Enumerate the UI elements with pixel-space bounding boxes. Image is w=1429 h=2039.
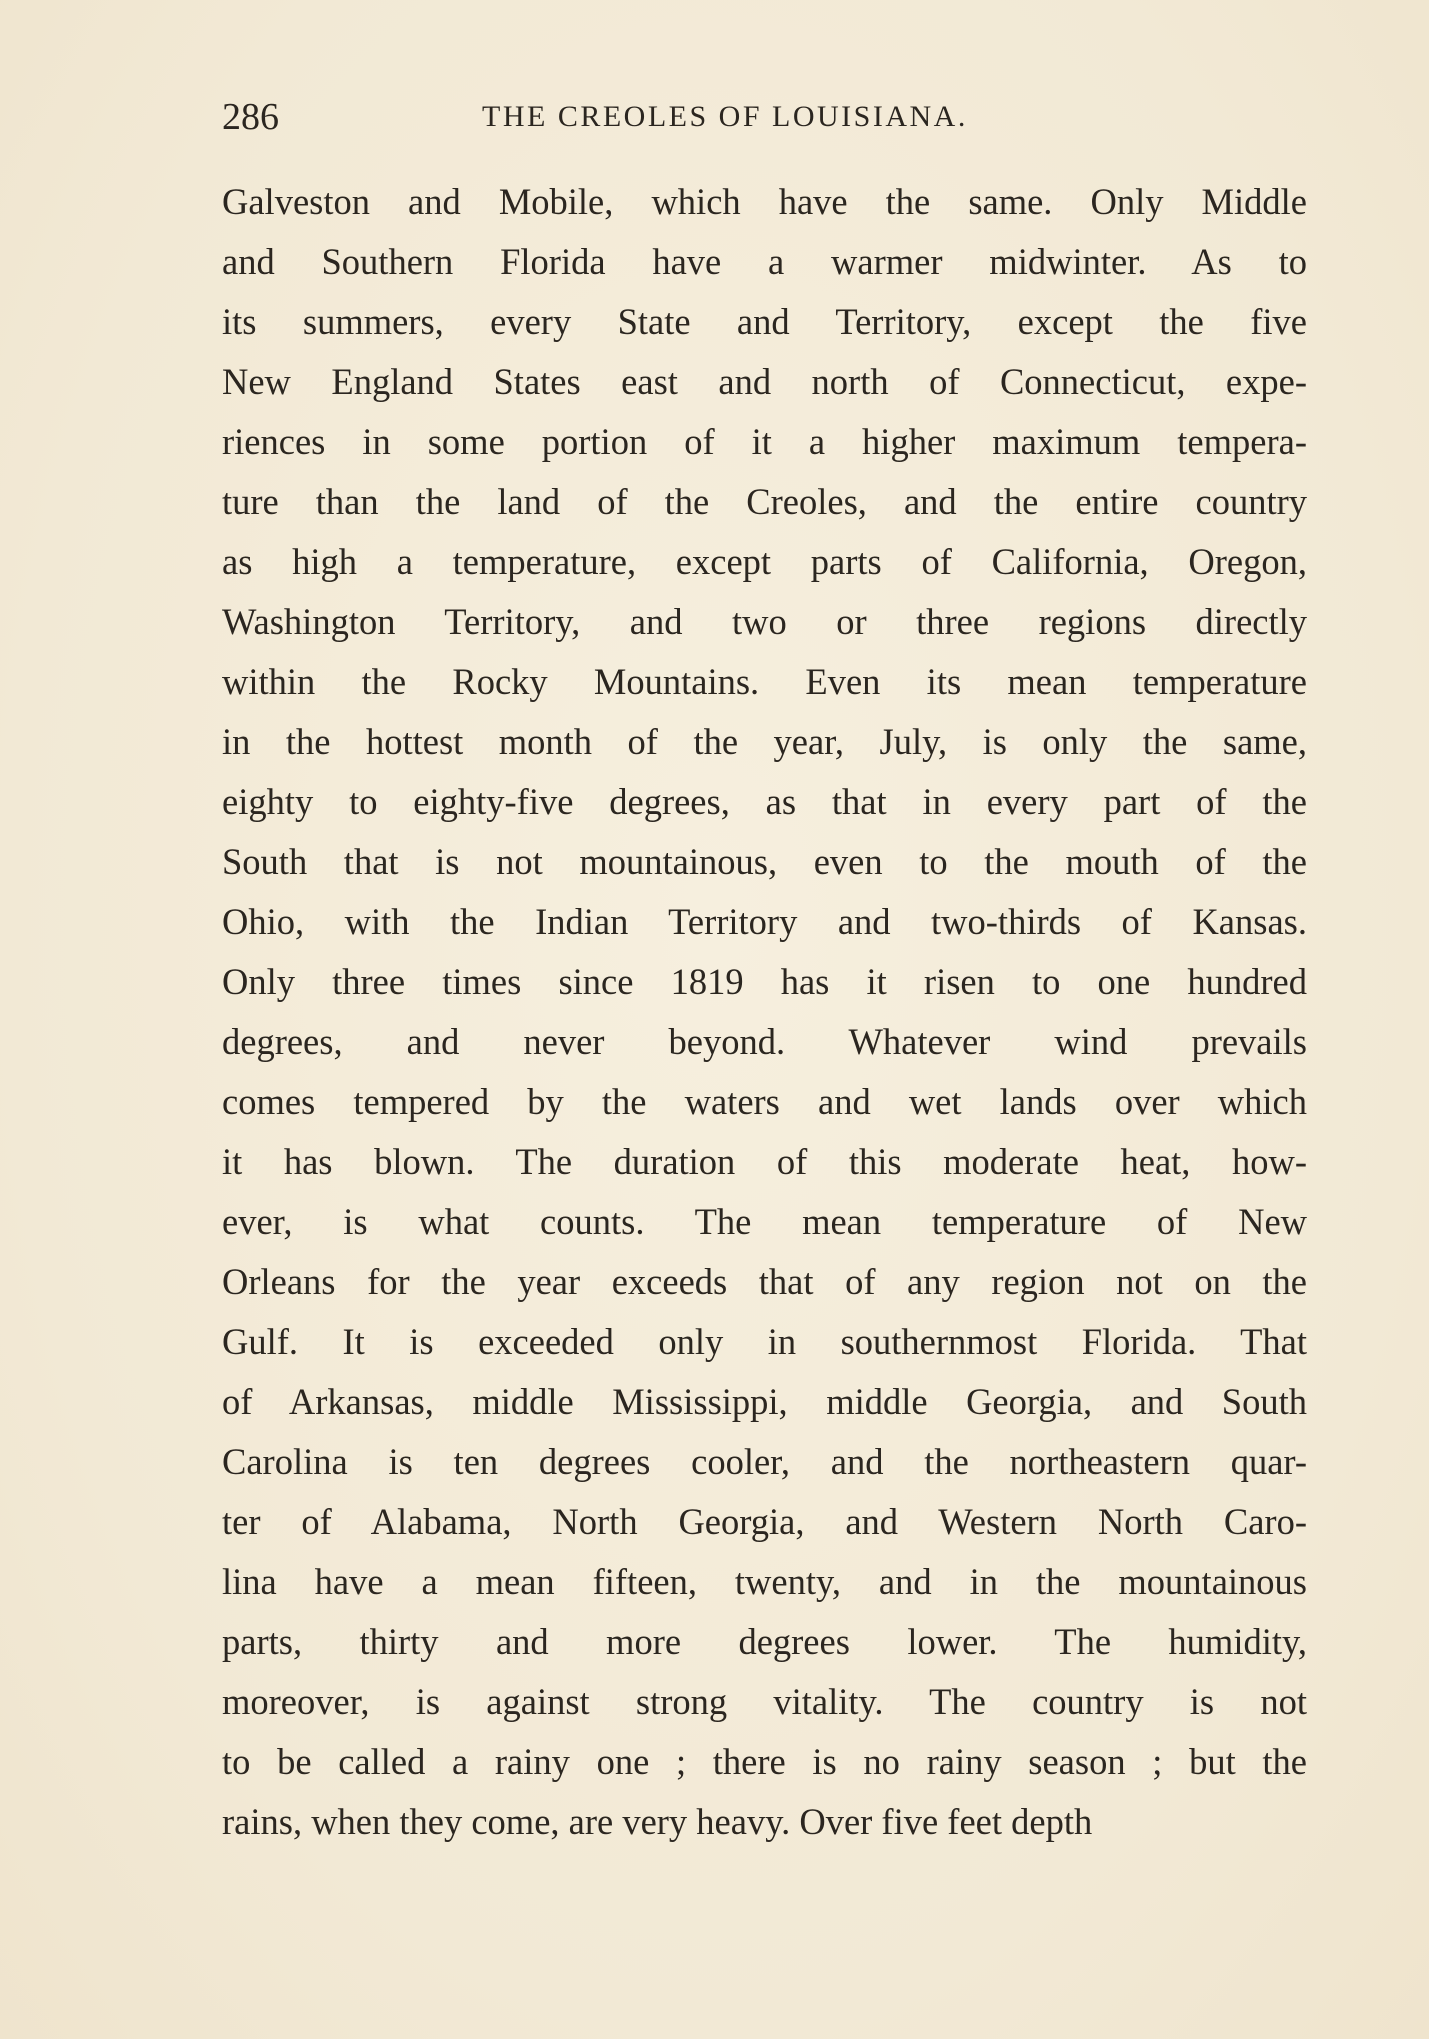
text-line: lina have a mean fifteen, twenty, and in the mountainous [222,1561,1307,1602]
text-line: degrees, and never beyond. Whatever wind prevails [222,1021,1307,1062]
text-line: rains, when they come, are very heavy. Over five feet depth [222,1801,1093,1842]
text-line: ture than the land of the Creoles, and the entire country [222,481,1307,522]
text-line: to be called a rainy one ; there is no rainy season ; but the [222,1741,1307,1782]
text-line: ter of Alabama, North Georgia, and Western North Caro- [222,1501,1307,1542]
text-line: in the hottest month of the year, July, is only the same, [222,721,1307,762]
text-line: moreover, is against strong vitality. The country is not [222,1681,1307,1722]
text-line: Gulf. It is exceeded only in southernmost Florida. That [222,1321,1307,1362]
text-line: its summers, every State and Territory, except the five [222,301,1307,342]
text-line: as high a temperature, except parts of California, Oregon, [222,541,1307,582]
text-line: of Arkansas, middle Mississippi, middle Georgia, and South [222,1381,1307,1422]
text-line: Ohio, with the Indian Territory and two-thirds of Kansas. [222,901,1307,942]
text-line: New England States east and north of Connecticut, expe- [222,361,1307,402]
text-line: Galveston and Mobile, which have the same. Only Middle [222,181,1307,222]
text-line: Carolina is ten degrees cooler, and the northeastern quar- [222,1441,1307,1482]
page-header [222,92,1307,142]
text-line: parts, thirty and more degrees lower. The humidity, [222,1621,1307,1662]
text-line: riences in some portion of it a higher maximum tempera- [222,421,1307,462]
running-title: THE CREOLES OF LOUISIANA. [482,100,968,133]
text-line: Washington Territory, and two or three regions directly [222,601,1307,642]
text-line: eighty to eighty-five degrees, as that in every part of the [222,781,1307,822]
body-paragraph [222,172,1307,1852]
text-line: Only three times since 1819 has it risen to one hundred [222,961,1307,1002]
text-line: and Southern Florida have a warmer midwinter. As to [222,241,1307,282]
text-line: ever, is what counts. The mean temperature of New [222,1201,1307,1242]
page-number: 286 [222,96,279,138]
text-line: South that is not mountainous, even to the mouth of the [222,841,1307,882]
text-line: within the Rocky Mountains. Even its mean temperature [222,661,1307,702]
text-line: it has blown. The duration of this moderate heat, how- [222,1141,1307,1182]
text-line: comes tempered by the waters and wet lands over which [222,1081,1307,1122]
text-line: Orleans for the year exceeds that of any region not on the [222,1261,1307,1302]
